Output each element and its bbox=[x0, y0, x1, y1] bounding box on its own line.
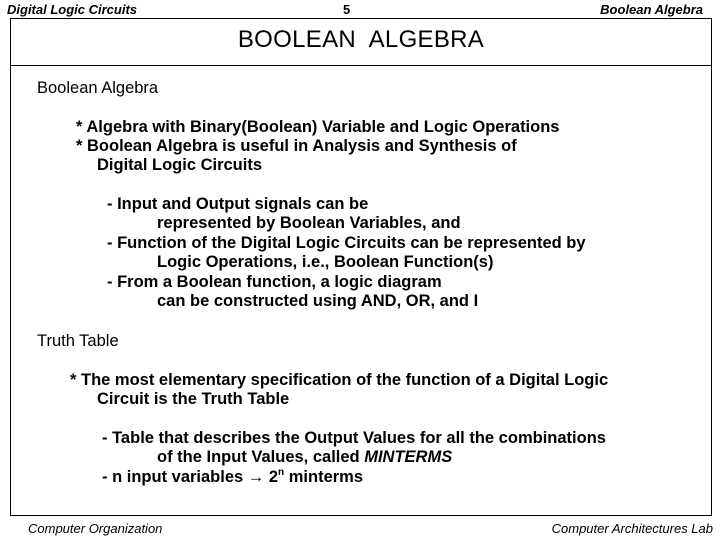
slide-title: BOOLEAN ALGEBRA bbox=[237, 26, 485, 53]
bullet-algebra-binary: * Algebra with Binary(Boolean) Variable and Logic Operations bbox=[76, 118, 560, 136]
title-bar bbox=[10, 18, 712, 66]
header-topic-title: Boolean Algebra bbox=[600, 2, 703, 17]
footer-course-name: Computer Organization bbox=[28, 521, 163, 536]
header-course-title: Digital Logic Circuits bbox=[7, 2, 138, 17]
sub-bullet-diagram-line2: can be constructed using AND, OR, and I bbox=[157, 292, 479, 310]
page-number: 5 bbox=[343, 2, 351, 17]
sub-bullet-function-line1: - Function of the Digital Logic Circuits can be represented by bbox=[107, 234, 586, 252]
sub-bullet-signals-line1: - Input and Output signals can be bbox=[107, 195, 369, 213]
bullet-truth-table-line1: * The most elementary specification of the function of a Digital Logic bbox=[70, 371, 609, 389]
minterms-count-prefix: - n input variables → 2 bbox=[102, 468, 279, 486]
sub-bullet-minterms-count bbox=[102, 468, 363, 487]
sub-bullet-function-line2: Logic Operations, i.e., Boolean Function(s) bbox=[157, 253, 494, 271]
bullet-useful-line2: Digital Logic Circuits bbox=[97, 156, 263, 174]
minterms-term: MINTERMS bbox=[364, 448, 453, 466]
footer-lab-name: Computer Architectures Lab bbox=[551, 521, 713, 536]
sub-bullet-signals-line2: represented by Boolean Variables, and bbox=[157, 214, 461, 232]
minterms-exponent: n bbox=[278, 467, 285, 478]
sub-bullet-diagram-line1: - From a Boolean function, a logic diagram bbox=[107, 273, 442, 291]
bullet-useful-line1: * Boolean Algebra is useful in Analysis and Synthesis of bbox=[76, 137, 517, 155]
bullet-truth-table-line2: Circuit is the Truth Table bbox=[97, 390, 290, 408]
sub-bullet-table-text: of the Input Values, called bbox=[157, 448, 365, 466]
section-heading-truth-table: Truth Table bbox=[37, 332, 119, 350]
sub-bullet-table-line2 bbox=[157, 448, 452, 467]
sub-bullet-table-line1: - Table that describes the Output Values for all the combinations bbox=[102, 429, 606, 447]
minterms-count-suffix: minterms bbox=[284, 468, 364, 486]
section-heading-boolean-algebra: Boolean Algebra bbox=[37, 79, 159, 97]
